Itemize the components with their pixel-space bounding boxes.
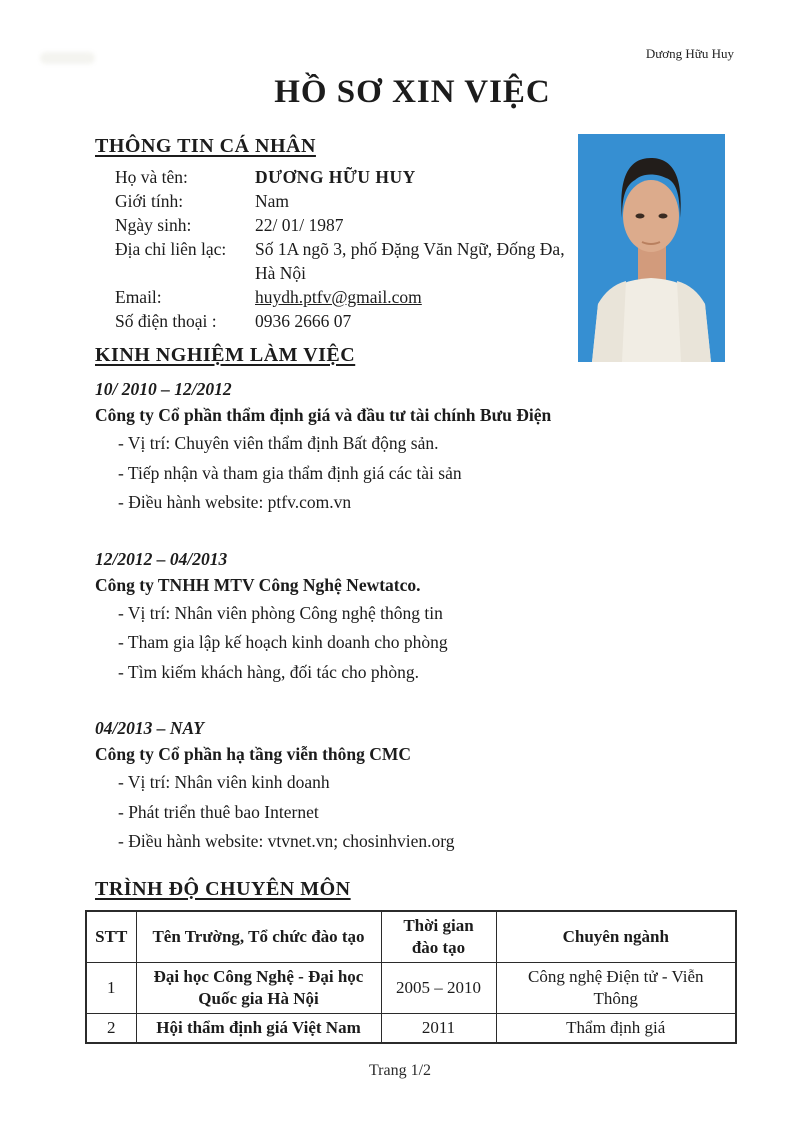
education-table xyxy=(85,910,737,1044)
cell-period: 2005 – 2010 xyxy=(381,962,496,1013)
field-label: Số điện thoại : xyxy=(115,311,217,331)
field-birthdate xyxy=(115,213,575,237)
col-header-period: Thời gian đào tạo xyxy=(381,911,496,963)
field-label: Email: xyxy=(115,287,162,307)
table-row xyxy=(86,962,736,1013)
personal-info-fields xyxy=(115,165,575,333)
field-value: Số 1A ngõ 3, phố Đặng Văn Ngữ, Đống Đa, Hà Nội xyxy=(255,239,565,283)
scan-smudge xyxy=(40,52,95,64)
job-bullet: - Vị trí: Chuyên viên thẩm định Bất động sản. xyxy=(118,433,439,453)
field-label: Ngày sinh: xyxy=(115,215,192,235)
job-bullet: - Tham gia lập kế hoạch kinh doanh cho phòng xyxy=(118,632,448,652)
job-bullet: - Điều hành website: ptfv.com.vn xyxy=(118,492,352,512)
job-bullet: - Phát triển thuê bao Internet xyxy=(118,801,319,822)
job-bullets xyxy=(95,599,730,688)
col-header-school: Tên Trường, Tổ chức đào tạo xyxy=(136,911,381,963)
job-company: Công ty Cổ phần thẩm định giá và đầu tư tài chính Bưu Điện xyxy=(95,405,552,425)
id-photo xyxy=(578,134,725,362)
table-header-row xyxy=(86,911,736,963)
job-bullets xyxy=(95,768,730,857)
cell-stt: 2 xyxy=(86,1013,136,1043)
section-work-experience xyxy=(95,344,730,857)
page-number: Trang 1/2 xyxy=(368,1062,432,1079)
personal-info-heading: THÔNG TIN CÁ NHÂN xyxy=(95,135,316,157)
field-phone xyxy=(115,309,575,333)
job-company: Công ty Cổ phần hạ tầng viễn thông CMC xyxy=(95,744,412,764)
page-title: HỒ SƠ XIN VIỆC xyxy=(274,74,551,110)
col-header-stt: STT xyxy=(86,911,136,963)
job-bullet: - Tìm kiếm khách hàng, đối tác cho phòng. xyxy=(118,661,419,682)
email-link[interactable]: huydh.ptfv@gmail.com xyxy=(255,287,422,307)
job-period: 12/2012 – 04/2013 xyxy=(95,548,228,569)
field-value: DƯƠNG HỮU HUY xyxy=(255,167,416,187)
field-address xyxy=(115,237,575,285)
job-company: Công ty TNHH MTV Công Nghệ Newtatco. xyxy=(95,574,421,595)
field-label: Địa chỉ liên lạc: xyxy=(115,239,227,259)
field-value: Nam xyxy=(255,191,290,211)
work-experience-heading: KINH NGHIỆM LÀM VIỆC xyxy=(95,344,356,366)
job-period: 10/ 2010 – 12/2012 xyxy=(95,379,232,399)
field-value: 0936 2666 07 xyxy=(255,311,352,331)
cell-period: 2011 xyxy=(381,1013,496,1043)
section-education xyxy=(95,878,730,1044)
cell-stt: 1 xyxy=(86,962,136,1013)
col-header-major: Chuyên ngành xyxy=(496,911,736,963)
job-bullet: - Điều hành website: vtvnet.vn; chosinhvien.org xyxy=(118,831,455,851)
job-bullet: - Tiếp nhận và tham gia thẩm định giá các tài sản xyxy=(118,462,462,483)
job-entry-2 xyxy=(95,546,730,688)
field-value: 22/ 01/ 1987 xyxy=(255,215,344,235)
field-label: Giới tính: xyxy=(115,191,184,211)
education-heading: TRÌNH ĐỘ CHUYÊN MÔN xyxy=(95,877,351,900)
cell-major: Công nghệ Điện tử - Viễn Thông xyxy=(496,962,736,1013)
table-row xyxy=(86,1013,736,1043)
cell-school: Đại học Công Nghệ - Đại học Quốc gia Hà Nội xyxy=(136,962,381,1013)
field-gender xyxy=(115,189,575,213)
field-email xyxy=(115,285,575,309)
field-label: Họ và tên: xyxy=(115,167,188,187)
cell-major: Thẩm định giá xyxy=(496,1013,736,1043)
field-full-name xyxy=(115,165,575,189)
job-bullet: - Vị trí: Nhân viên phòng Công nghệ thông tin xyxy=(118,602,443,623)
job-bullet: - Vị trí: Nhân viên kinh doanh xyxy=(118,772,330,792)
job-entry-1 xyxy=(95,376,730,518)
portrait-photo-graphic xyxy=(578,134,725,362)
job-entry-3 xyxy=(95,715,730,857)
cell-school: Hội thẩm định giá Việt Nam xyxy=(136,1013,381,1043)
job-period: 04/2013 – NAY xyxy=(95,718,204,738)
job-bullets xyxy=(95,429,730,518)
author-header: Dương Hữu Huy xyxy=(645,46,734,61)
